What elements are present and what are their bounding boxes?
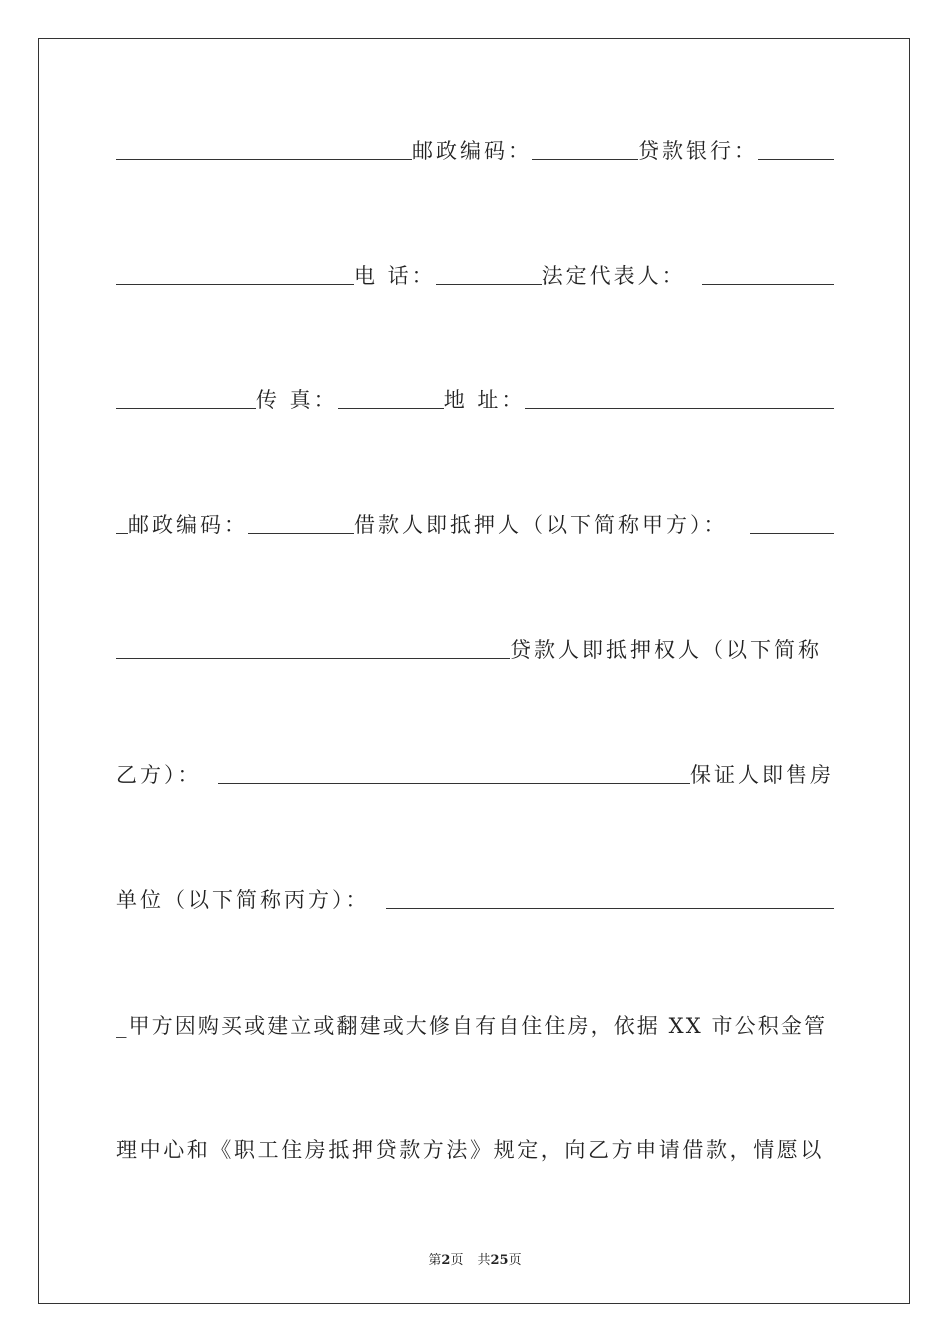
paragraph-line xyxy=(116,1008,834,1038)
blank-field[interactable] xyxy=(532,137,638,160)
form-line-fax-address xyxy=(116,382,834,412)
form-line-party-c xyxy=(116,882,834,912)
blank-field[interactable] xyxy=(248,511,354,534)
total-label-suffix: 页 xyxy=(508,1253,522,1268)
label-guarantor-seller: 保证人即售房 xyxy=(690,763,834,787)
page-label-prefix: 第 xyxy=(428,1253,442,1268)
blank-field[interactable] xyxy=(116,636,510,659)
blank-field[interactable] xyxy=(386,886,835,909)
blank-field[interactable] xyxy=(116,511,128,534)
form-line-lender xyxy=(116,632,834,662)
blank-field[interactable] xyxy=(116,137,412,160)
total-label-prefix: 共 xyxy=(477,1253,491,1268)
blank-field[interactable] xyxy=(338,386,444,409)
label-fax: 传 真： xyxy=(256,388,338,412)
form-line-postal-bank xyxy=(116,133,834,163)
blank-field[interactable] xyxy=(218,761,691,784)
paragraph-text: 理中心和《职工住房抵押贷款方法》规定，向乙方申请借款，情愿以 xyxy=(116,1138,824,1162)
label-lender-mortgagee: 贷款人即抵押权人（以下简称 xyxy=(510,638,822,662)
blank-field[interactable] xyxy=(116,386,256,409)
blank-field[interactable] xyxy=(525,386,834,409)
form-line-borrower xyxy=(116,507,834,537)
total-pages: 25 xyxy=(490,1253,509,1268)
label-address: 地 址： xyxy=(443,388,526,412)
label-postal-code: 邮政编码： xyxy=(412,139,532,163)
blank-field[interactable] xyxy=(116,262,354,285)
page-label-suffix: 页 xyxy=(450,1253,464,1268)
label-borrower-mortgagor: 借款人即抵押人（以下简称甲方）： xyxy=(354,513,728,537)
label-lending-bank: 贷款银行： xyxy=(638,139,758,163)
label-phone: 电 话： xyxy=(354,264,436,288)
paragraph-text: _甲方因购买或建立或翻建或大修自有自住住房，依据 XX 市公积金管 xyxy=(116,1014,828,1038)
page-frame xyxy=(38,38,910,1304)
form-line-party-b-guarantor xyxy=(116,757,834,787)
blank-field[interactable] xyxy=(436,262,542,285)
label-party-b: 乙方）： xyxy=(116,763,202,787)
label-party-c-unit: 单位（以下简称丙方）： xyxy=(116,888,370,912)
page-footer xyxy=(0,1249,950,1268)
label-postal-code: 邮政编码： xyxy=(128,513,248,537)
blank-field[interactable] xyxy=(750,511,835,534)
form-line-phone-legal-rep xyxy=(116,258,834,288)
blank-field[interactable] xyxy=(702,262,834,285)
page-number: 2 xyxy=(441,1253,451,1268)
blank-field[interactable] xyxy=(758,137,834,160)
paragraph-line xyxy=(116,1132,834,1162)
label-legal-representative: 法定代表人： xyxy=(541,264,686,288)
